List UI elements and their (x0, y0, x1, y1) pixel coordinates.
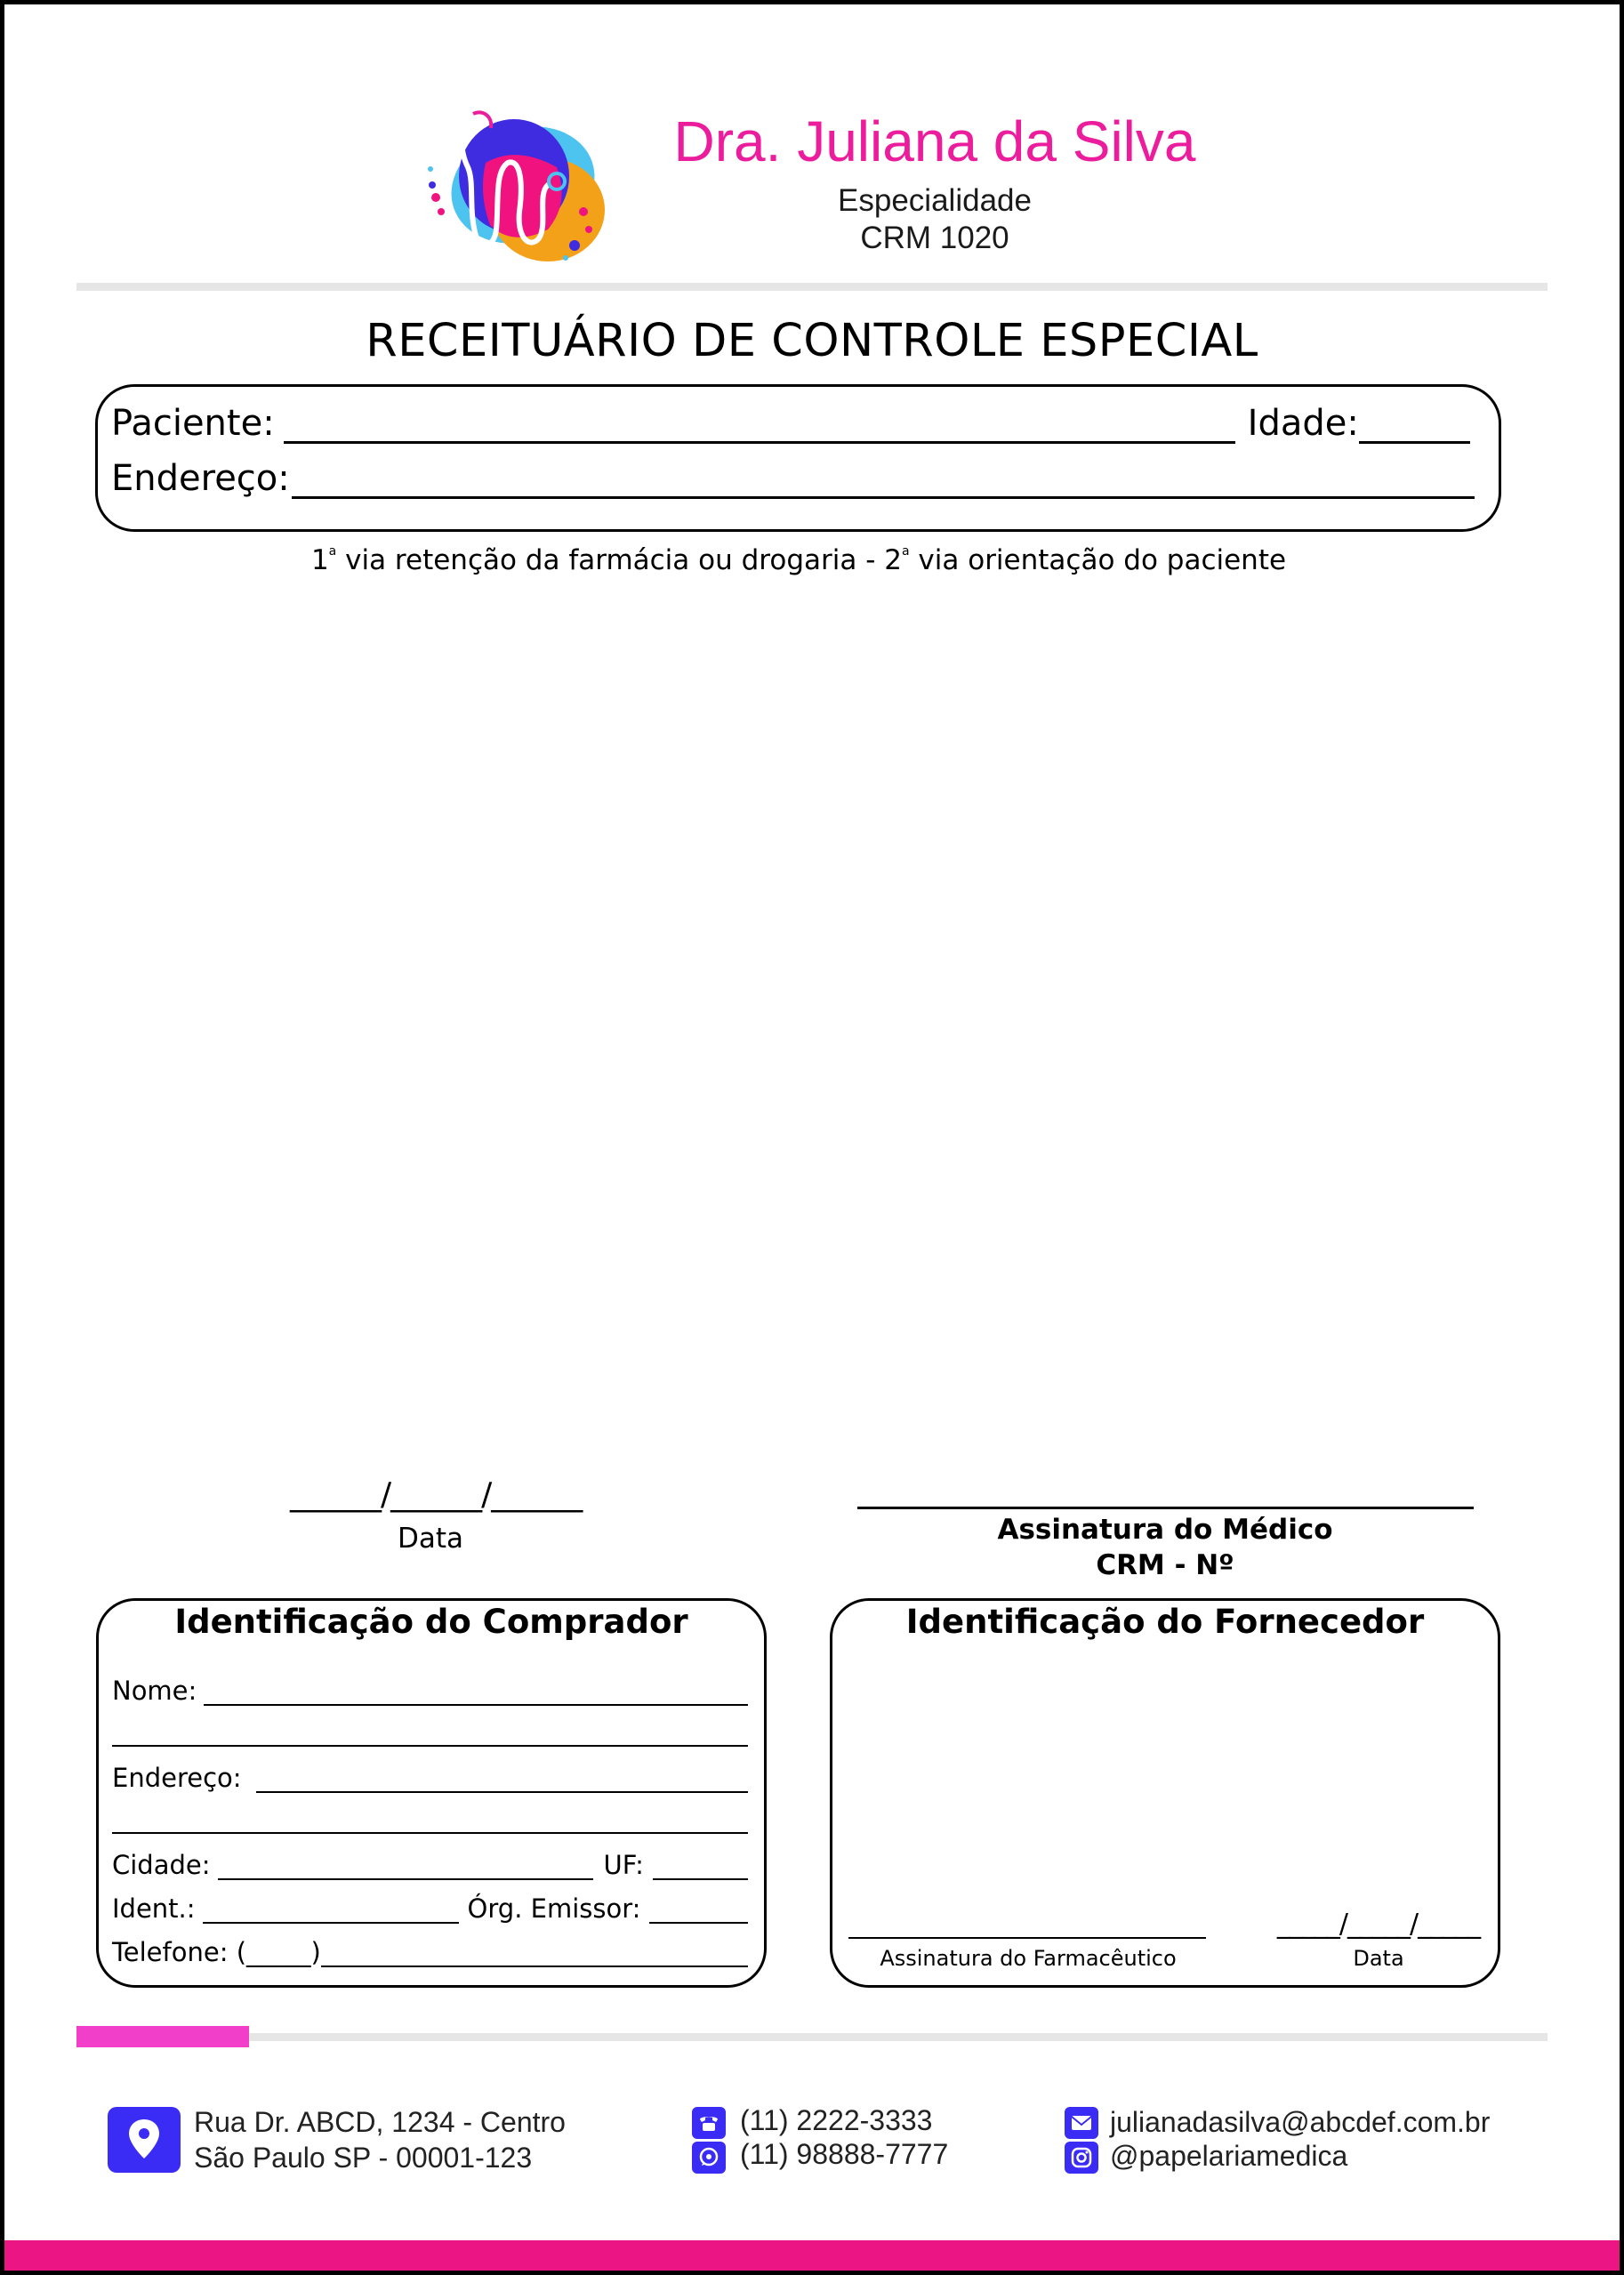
patient-name-field[interactable] (284, 411, 1235, 444)
buyer-uf-label: UF: (603, 1850, 644, 1880)
buyer-issuer-label: Órg. Emissor: (467, 1893, 641, 1924)
footer-instagram[interactable]: @papelariamedica (1110, 2140, 1348, 2172)
buyer-address-row (112, 1763, 748, 1793)
patient-info-box (95, 384, 1501, 532)
prescription-date-label: Data (397, 1523, 464, 1555)
supplier-date-label: Data (1353, 1946, 1404, 1971)
buyer-uf-field[interactable] (653, 1855, 748, 1880)
clinic-logo-icon (423, 105, 617, 269)
patient-age-field[interactable] (1359, 411, 1470, 444)
doctor-signature-label: Assinatura do Médico (997, 1514, 1333, 1546)
buyer-city-row (112, 1850, 748, 1880)
buyer-identification-box (96, 1598, 767, 1988)
document-title: RECEITUÁRIO DE CONTROLE ESPECIAL (366, 315, 1258, 367)
instagram-icon (1065, 2142, 1098, 2174)
buyer-name-row (112, 1676, 748, 1706)
buyer-address-label: Endereço: (112, 1763, 242, 1793)
buyer-city-label: Cidade: (112, 1850, 211, 1880)
patient-name-label: Paciente: (111, 403, 275, 444)
buyer-address-field-line2[interactable] (112, 1832, 748, 1834)
footer-band (4, 2240, 1620, 2271)
patient-age-label: Idade: (1247, 403, 1359, 444)
supplier-identification-box (830, 1598, 1500, 1988)
buyer-phone-field[interactable] (321, 1942, 748, 1967)
buyer-phone-row (112, 1937, 748, 1967)
patient-address-field[interactable] (292, 466, 1475, 499)
header-divider (76, 283, 1548, 291)
patient-name-row (111, 403, 1487, 444)
footer-email[interactable]: julianadasilva@abcdef.com.br (1110, 2106, 1491, 2138)
telephone-icon (692, 2107, 726, 2139)
email-icon (1065, 2107, 1098, 2139)
doctor-name: Dra. Juliana da Silva (673, 109, 1196, 173)
prescription-date-field[interactable]: ______/______/______ (290, 1476, 583, 1513)
doctor-crm-label: CRM - Nº (1096, 1549, 1234, 1581)
whatsapp-icon (692, 2142, 726, 2174)
supplier-box-title: Identificação do Fornecedor (905, 1603, 1425, 1641)
buyer-box-title: Identificação do Comprador (174, 1603, 688, 1641)
buyer-ident-row (112, 1893, 748, 1924)
buyer-ident-field[interactable] (203, 1899, 459, 1924)
buyer-ident-label: Ident.: (112, 1893, 196, 1924)
copy-routing-note: 1$^a$ via retenção da farmácia ou drogaria - 2$^a$ via orientação do paciente (310, 544, 1287, 576)
buyer-issuer-field[interactable] (649, 1899, 748, 1924)
pharmacist-signature-label: Assinatura do Farmacêutico (880, 1946, 1177, 1971)
patient-address-row (111, 458, 1487, 499)
location-pin-icon (108, 2107, 181, 2173)
patient-address-label: Endereço: (111, 458, 290, 499)
footer-divider (76, 2033, 1548, 2041)
pharmacist-signature-field[interactable] (848, 1937, 1206, 1939)
doctor-crm: CRM 1020 (860, 221, 1009, 255)
footer-address-line2: São Paulo SP - 00001-123 (194, 2142, 533, 2174)
doctor-specialty: Especialidade (838, 183, 1032, 218)
buyer-name-field-line2[interactable] (112, 1745, 748, 1747)
buyer-name-label: Nome: (112, 1676, 197, 1706)
buyer-address-field[interactable] (256, 1768, 748, 1793)
supplier-date-field[interactable]: _____/_____/_____ (1276, 1909, 1481, 1940)
buyer-city-field[interactable] (218, 1855, 593, 1880)
footer-phone[interactable]: (11) 2222-3333 (740, 2104, 933, 2136)
buyer-phone-label: Telefone: (_____) (112, 1937, 321, 1967)
buyer-name-field[interactable] (204, 1681, 748, 1706)
footer-whatsapp[interactable]: (11) 98888-7777 (740, 2138, 949, 2170)
doctor-signature-field[interactable] (857, 1507, 1474, 1509)
footer-address-line1: Rua Dr. ABCD, 1234 - Centro (194, 2106, 566, 2138)
footer-accent-bar (76, 2026, 249, 2047)
